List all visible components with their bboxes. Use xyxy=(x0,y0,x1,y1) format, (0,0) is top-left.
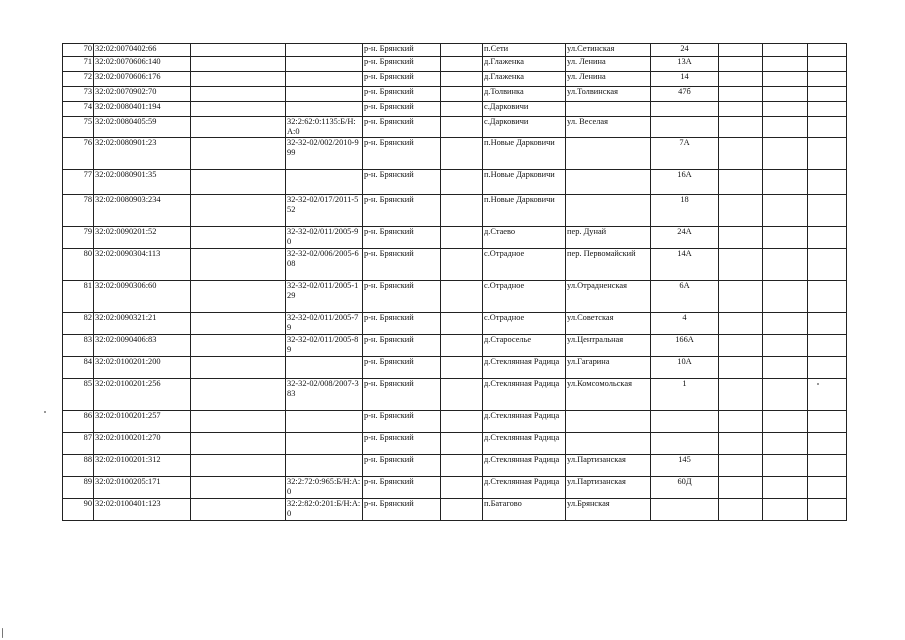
blank-cell xyxy=(719,499,763,521)
blank-cell xyxy=(808,57,847,72)
blank-cell xyxy=(719,357,763,379)
table-row xyxy=(63,227,847,249)
blank-cell xyxy=(808,411,847,433)
house-number-cell: 16А xyxy=(651,170,719,195)
street-cell: ул.Отрадненская xyxy=(566,281,651,313)
blank-cell xyxy=(441,138,483,170)
blank-cell xyxy=(719,72,763,87)
cadastral-number-cell: 32:02:0100201:256 xyxy=(94,379,191,411)
district-cell: р-н. Брянский xyxy=(363,57,441,72)
blank-cell xyxy=(719,249,763,281)
blank-cell xyxy=(808,281,847,313)
cadastral-number-cell: 32:02:0100201:312 xyxy=(94,455,191,477)
district-cell: р-н. Брянский xyxy=(363,227,441,249)
registration-number-cell: 32-32-02/017/2011-552 xyxy=(286,195,363,227)
table-row xyxy=(63,117,847,138)
street-cell: ул. Ленина xyxy=(566,57,651,72)
row-number-cell: 90 xyxy=(63,499,94,521)
district-cell: р-н. Брянский xyxy=(363,195,441,227)
blank-cell xyxy=(719,313,763,335)
blank-cell xyxy=(441,87,483,102)
blank-cell xyxy=(763,433,808,455)
blank-cell xyxy=(191,227,286,249)
house-number-cell xyxy=(651,117,719,138)
blank-cell xyxy=(808,195,847,227)
blank-cell xyxy=(719,87,763,102)
blank-cell xyxy=(191,249,286,281)
cadastral-number-cell: 32:02:0100205:171 xyxy=(94,477,191,499)
row-number-cell: 76 xyxy=(63,138,94,170)
district-cell: р-н. Брянский xyxy=(363,313,441,335)
house-number-cell: 166А xyxy=(651,335,719,357)
district-cell: р-н. Брянский xyxy=(363,170,441,195)
registration-number-cell xyxy=(286,357,363,379)
cadastral-number-cell: 32:02:0070606:140 xyxy=(94,57,191,72)
blank-cell xyxy=(441,117,483,138)
district-cell: р-н. Брянский xyxy=(363,72,441,87)
row-number-cell: 72 xyxy=(63,72,94,87)
blank-cell xyxy=(763,87,808,102)
district-cell: р-н. Брянский xyxy=(363,249,441,281)
table-row xyxy=(63,281,847,313)
house-number-cell xyxy=(651,411,719,433)
district-cell: р-н. Брянский xyxy=(363,499,441,521)
table-row xyxy=(63,72,847,87)
locality-cell: д.Глаженка xyxy=(483,72,566,87)
blank-cell xyxy=(808,117,847,138)
registration-number-cell: 32-32-02/006/2005-608 xyxy=(286,249,363,281)
blank-cell xyxy=(763,72,808,87)
street-cell xyxy=(566,195,651,227)
table-row xyxy=(63,477,847,499)
blank-cell xyxy=(763,335,808,357)
blank-cell xyxy=(808,227,847,249)
street-cell: ул.Партизанская xyxy=(566,477,651,499)
blank-cell xyxy=(808,455,847,477)
blank-cell xyxy=(441,477,483,499)
locality-cell: д.Толвинка xyxy=(483,87,566,102)
blank-cell xyxy=(441,170,483,195)
cadastral-number-cell: 32:02:0090306:60 xyxy=(94,281,191,313)
locality-cell: п.Новые Дарковичи xyxy=(483,170,566,195)
locality-cell: д.Стеклянная Радица xyxy=(483,379,566,411)
registration-number-cell: 32-32-02/011/2005-79 xyxy=(286,313,363,335)
house-number-cell: 47б xyxy=(651,87,719,102)
table-row xyxy=(63,379,847,411)
house-number-cell: 6А xyxy=(651,281,719,313)
table-row xyxy=(63,102,847,117)
cadastral-number-cell: 32:02:0080901:35 xyxy=(94,170,191,195)
street-cell: ул.Брянская xyxy=(566,499,651,521)
district-cell: р-н. Брянский xyxy=(363,357,441,379)
cadastral-number-cell: 32:02:0100401:123 xyxy=(94,499,191,521)
table-row xyxy=(63,57,847,72)
locality-cell: д.Стеклянная Радица xyxy=(483,455,566,477)
registration-number-cell: 32-32-02/011/2005-89 xyxy=(286,335,363,357)
locality-cell: д.Староселье xyxy=(483,335,566,357)
street-cell: ул.Партизанская xyxy=(566,455,651,477)
blank-cell xyxy=(441,411,483,433)
blank-cell xyxy=(808,433,847,455)
row-number-cell: 75 xyxy=(63,117,94,138)
blank-cell xyxy=(191,44,286,57)
blank-cell xyxy=(191,195,286,227)
blank-cell xyxy=(763,195,808,227)
row-number-cell: 77 xyxy=(63,170,94,195)
street-cell: ул. Ленина xyxy=(566,72,651,87)
blank-cell xyxy=(191,455,286,477)
blank-cell xyxy=(763,57,808,72)
district-cell: р-н. Брянский xyxy=(363,44,441,57)
registration-number-cell: 32-32-02/002/2010-999 xyxy=(286,138,363,170)
locality-cell: п.Новые Дарковичи xyxy=(483,138,566,170)
table-row xyxy=(63,335,847,357)
district-cell: р-н. Брянский xyxy=(363,477,441,499)
cadastral-number-cell: 32:02:0070606:176 xyxy=(94,72,191,87)
cadastral-number-cell: 32:02:0100201:257 xyxy=(94,411,191,433)
street-cell: пер. Первомайский xyxy=(566,249,651,281)
locality-cell: с.Дарковичи xyxy=(483,117,566,138)
blank-cell xyxy=(441,499,483,521)
street-cell: ул.Комсомольская xyxy=(566,379,651,411)
blank-cell xyxy=(191,102,286,117)
table-row xyxy=(63,455,847,477)
row-number-cell: 70 xyxy=(63,44,94,57)
street-cell: ул.Центральная xyxy=(566,335,651,357)
locality-cell: д.Стеклянная Радица xyxy=(483,477,566,499)
street-cell xyxy=(566,138,651,170)
blank-cell xyxy=(763,477,808,499)
blank-cell xyxy=(763,455,808,477)
locality-cell: с.Отрадное xyxy=(483,281,566,313)
registration-number-cell xyxy=(286,44,363,57)
row-number-cell: 87 xyxy=(63,433,94,455)
district-cell: р-н. Брянский xyxy=(363,87,441,102)
cadastral-number-cell: 32:02:0070402:66 xyxy=(94,44,191,57)
blank-cell xyxy=(719,195,763,227)
blank-cell xyxy=(763,357,808,379)
blank-cell xyxy=(763,249,808,281)
house-number-cell: 4 xyxy=(651,313,719,335)
registration-number-cell xyxy=(286,87,363,102)
cadastral-number-cell: 32:02:0080901:23 xyxy=(94,138,191,170)
registration-number-cell xyxy=(286,72,363,87)
blank-cell xyxy=(191,499,286,521)
blank-cell xyxy=(191,379,286,411)
district-cell: р-н. Брянский xyxy=(363,138,441,170)
house-number-cell: 7А xyxy=(651,138,719,170)
blank-cell xyxy=(808,138,847,170)
blank-cell xyxy=(763,227,808,249)
blank-cell xyxy=(719,57,763,72)
blank-cell xyxy=(719,335,763,357)
street-cell: ул.Толвинская xyxy=(566,87,651,102)
blank-cell xyxy=(441,249,483,281)
row-number-cell: 79 xyxy=(63,227,94,249)
house-number-cell: 24А xyxy=(651,227,719,249)
blank-cell xyxy=(808,72,847,87)
district-cell: р-н. Брянский xyxy=(363,433,441,455)
blank-cell xyxy=(441,281,483,313)
locality-cell: д.Стеклянная Радица xyxy=(483,433,566,455)
blank-cell xyxy=(191,117,286,138)
row-number-cell: 71 xyxy=(63,57,94,72)
registration-number-cell xyxy=(286,102,363,117)
blank-cell xyxy=(808,357,847,379)
locality-cell: с.Дарковичи xyxy=(483,102,566,117)
table-row xyxy=(63,499,847,521)
registration-number-cell: 32:2:82:0:201:Б/Н:А:0 xyxy=(286,499,363,521)
locality-cell: с.Отрадное xyxy=(483,249,566,281)
scan-speck xyxy=(817,383,819,385)
street-cell: ул.Сетинская xyxy=(566,44,651,57)
blank-cell xyxy=(719,433,763,455)
locality-cell: д.Стеклянная Радица xyxy=(483,357,566,379)
blank-cell xyxy=(191,72,286,87)
table-row xyxy=(63,357,847,379)
house-number-cell: 1 xyxy=(651,379,719,411)
blank-cell xyxy=(763,313,808,335)
street-cell: ул. Веселая xyxy=(566,117,651,138)
table-row xyxy=(63,138,847,170)
locality-cell: п.Сети xyxy=(483,44,566,57)
cadastral-number-cell: 32:02:0080903:234 xyxy=(94,195,191,227)
cadastral-number-cell: 32:02:0090201:52 xyxy=(94,227,191,249)
row-number-cell: 85 xyxy=(63,379,94,411)
district-cell: р-н. Брянский xyxy=(363,379,441,411)
blank-cell xyxy=(441,102,483,117)
blank-cell xyxy=(763,281,808,313)
registration-number-cell: 32-32-02/008/2007-383 xyxy=(286,379,363,411)
blank-cell xyxy=(719,170,763,195)
registration-number-cell: 32:2:62:0:1135:Б/Н:А:0 xyxy=(286,117,363,138)
cadastral-number-cell: 32:02:0090321:21 xyxy=(94,313,191,335)
blank-cell xyxy=(808,313,847,335)
locality-cell: д.Стаево xyxy=(483,227,566,249)
blank-cell xyxy=(719,455,763,477)
blank-cell xyxy=(763,170,808,195)
blank-cell xyxy=(441,44,483,57)
table-row xyxy=(63,411,847,433)
district-cell: р-н. Брянский xyxy=(363,117,441,138)
blank-cell xyxy=(441,227,483,249)
blank-cell xyxy=(191,477,286,499)
cadastral-number-cell: 32:02:0100201:200 xyxy=(94,357,191,379)
house-number-cell: 18 xyxy=(651,195,719,227)
row-number-cell: 86 xyxy=(63,411,94,433)
blank-cell xyxy=(808,379,847,411)
table-row xyxy=(63,433,847,455)
house-number-cell xyxy=(651,102,719,117)
street-cell xyxy=(566,102,651,117)
row-number-cell: 83 xyxy=(63,335,94,357)
row-number-cell: 81 xyxy=(63,281,94,313)
blank-cell xyxy=(808,102,847,117)
blank-cell xyxy=(441,433,483,455)
street-cell: ул.Гагарина xyxy=(566,357,651,379)
blank-cell xyxy=(441,455,483,477)
row-number-cell: 78 xyxy=(63,195,94,227)
blank-cell xyxy=(191,170,286,195)
blank-cell xyxy=(191,313,286,335)
registration-number-cell xyxy=(286,411,363,433)
cadastral-number-cell: 32:02:0090406:83 xyxy=(94,335,191,357)
district-cell: р-н. Брянский xyxy=(363,455,441,477)
blank-cell xyxy=(719,411,763,433)
cadastral-number-cell: 32:02:0090304:113 xyxy=(94,249,191,281)
blank-cell xyxy=(763,499,808,521)
row-number-cell: 88 xyxy=(63,455,94,477)
locality-cell: п.Новые Дарковичи xyxy=(483,195,566,227)
blank-cell xyxy=(719,227,763,249)
district-cell: р-н. Брянский xyxy=(363,102,441,117)
row-number-cell: 73 xyxy=(63,87,94,102)
cadastral-number-cell: 32:02:0100201:270 xyxy=(94,433,191,455)
table-row xyxy=(63,87,847,102)
house-number-cell: 14А xyxy=(651,249,719,281)
house-number-cell: 14 xyxy=(651,72,719,87)
blank-cell xyxy=(719,117,763,138)
blank-cell xyxy=(719,477,763,499)
district-cell: р-н. Брянский xyxy=(363,411,441,433)
locality-cell: д.Глаженка xyxy=(483,57,566,72)
house-number-cell: 145 xyxy=(651,455,719,477)
street-cell xyxy=(566,411,651,433)
cadastral-number-cell: 32:02:0070902:70 xyxy=(94,87,191,102)
blank-cell xyxy=(719,102,763,117)
blank-cell xyxy=(191,281,286,313)
registry-sheet xyxy=(62,43,847,521)
scan-speck xyxy=(44,411,46,413)
blank-cell xyxy=(191,87,286,102)
row-number-cell: 82 xyxy=(63,313,94,335)
registration-number-cell: 32-32-02/011/2005-129 xyxy=(286,281,363,313)
cadastral-number-cell: 32:02:0080405:59 xyxy=(94,117,191,138)
blank-cell xyxy=(808,170,847,195)
row-number-cell: 89 xyxy=(63,477,94,499)
street-cell: ул.Советская xyxy=(566,313,651,335)
row-number-cell: 84 xyxy=(63,357,94,379)
registration-number-cell xyxy=(286,433,363,455)
blank-cell xyxy=(441,379,483,411)
district-cell: р-н. Брянский xyxy=(363,335,441,357)
blank-cell xyxy=(808,477,847,499)
table-row xyxy=(63,44,847,57)
blank-cell xyxy=(191,411,286,433)
locality-cell: п.Батагово xyxy=(483,499,566,521)
table-row xyxy=(63,195,847,227)
blank-cell xyxy=(191,433,286,455)
registration-number-cell xyxy=(286,455,363,477)
table-row xyxy=(63,313,847,335)
district-cell: р-н. Брянский xyxy=(363,281,441,313)
street-cell: пер. Дунай xyxy=(566,227,651,249)
blank-cell xyxy=(719,44,763,57)
blank-cell xyxy=(191,335,286,357)
registry-body xyxy=(63,44,847,521)
blank-cell xyxy=(808,335,847,357)
cadastral-number-cell: 32:02:0080401:194 xyxy=(94,102,191,117)
table-row xyxy=(63,249,847,281)
blank-cell xyxy=(763,117,808,138)
house-number-cell xyxy=(651,433,719,455)
blank-cell xyxy=(763,379,808,411)
registration-number-cell xyxy=(286,170,363,195)
blank-cell xyxy=(441,357,483,379)
locality-cell: д.Стеклянная Радица xyxy=(483,411,566,433)
locality-cell: с.Отрадное xyxy=(483,313,566,335)
scan-speck xyxy=(2,628,3,638)
blank-cell xyxy=(808,44,847,57)
blank-cell xyxy=(763,102,808,117)
house-number-cell xyxy=(651,499,719,521)
blank-cell xyxy=(719,281,763,313)
blank-cell xyxy=(808,87,847,102)
blank-cell xyxy=(191,357,286,379)
blank-cell xyxy=(191,57,286,72)
blank-cell xyxy=(763,44,808,57)
blank-cell xyxy=(719,379,763,411)
blank-cell xyxy=(441,57,483,72)
blank-cell xyxy=(763,411,808,433)
house-number-cell: 24 xyxy=(651,44,719,57)
blank-cell xyxy=(191,138,286,170)
house-number-cell: 13А xyxy=(651,57,719,72)
registration-number-cell: 32-32-02/011/2005-90 xyxy=(286,227,363,249)
street-cell xyxy=(566,433,651,455)
street-cell xyxy=(566,170,651,195)
house-number-cell: 10А xyxy=(651,357,719,379)
blank-cell xyxy=(441,195,483,227)
house-number-cell: 60Д xyxy=(651,477,719,499)
blank-cell xyxy=(808,249,847,281)
blank-cell xyxy=(441,72,483,87)
row-number-cell: 80 xyxy=(63,249,94,281)
registration-number-cell xyxy=(286,57,363,72)
blank-cell xyxy=(808,499,847,521)
registration-number-cell: 32:2:72:0:965:Б/Н:А:0 xyxy=(286,477,363,499)
blank-cell xyxy=(441,335,483,357)
blank-cell xyxy=(441,313,483,335)
row-number-cell: 74 xyxy=(63,102,94,117)
blank-cell xyxy=(719,138,763,170)
table-row xyxy=(63,170,847,195)
registry-table xyxy=(62,43,847,521)
blank-cell xyxy=(763,138,808,170)
